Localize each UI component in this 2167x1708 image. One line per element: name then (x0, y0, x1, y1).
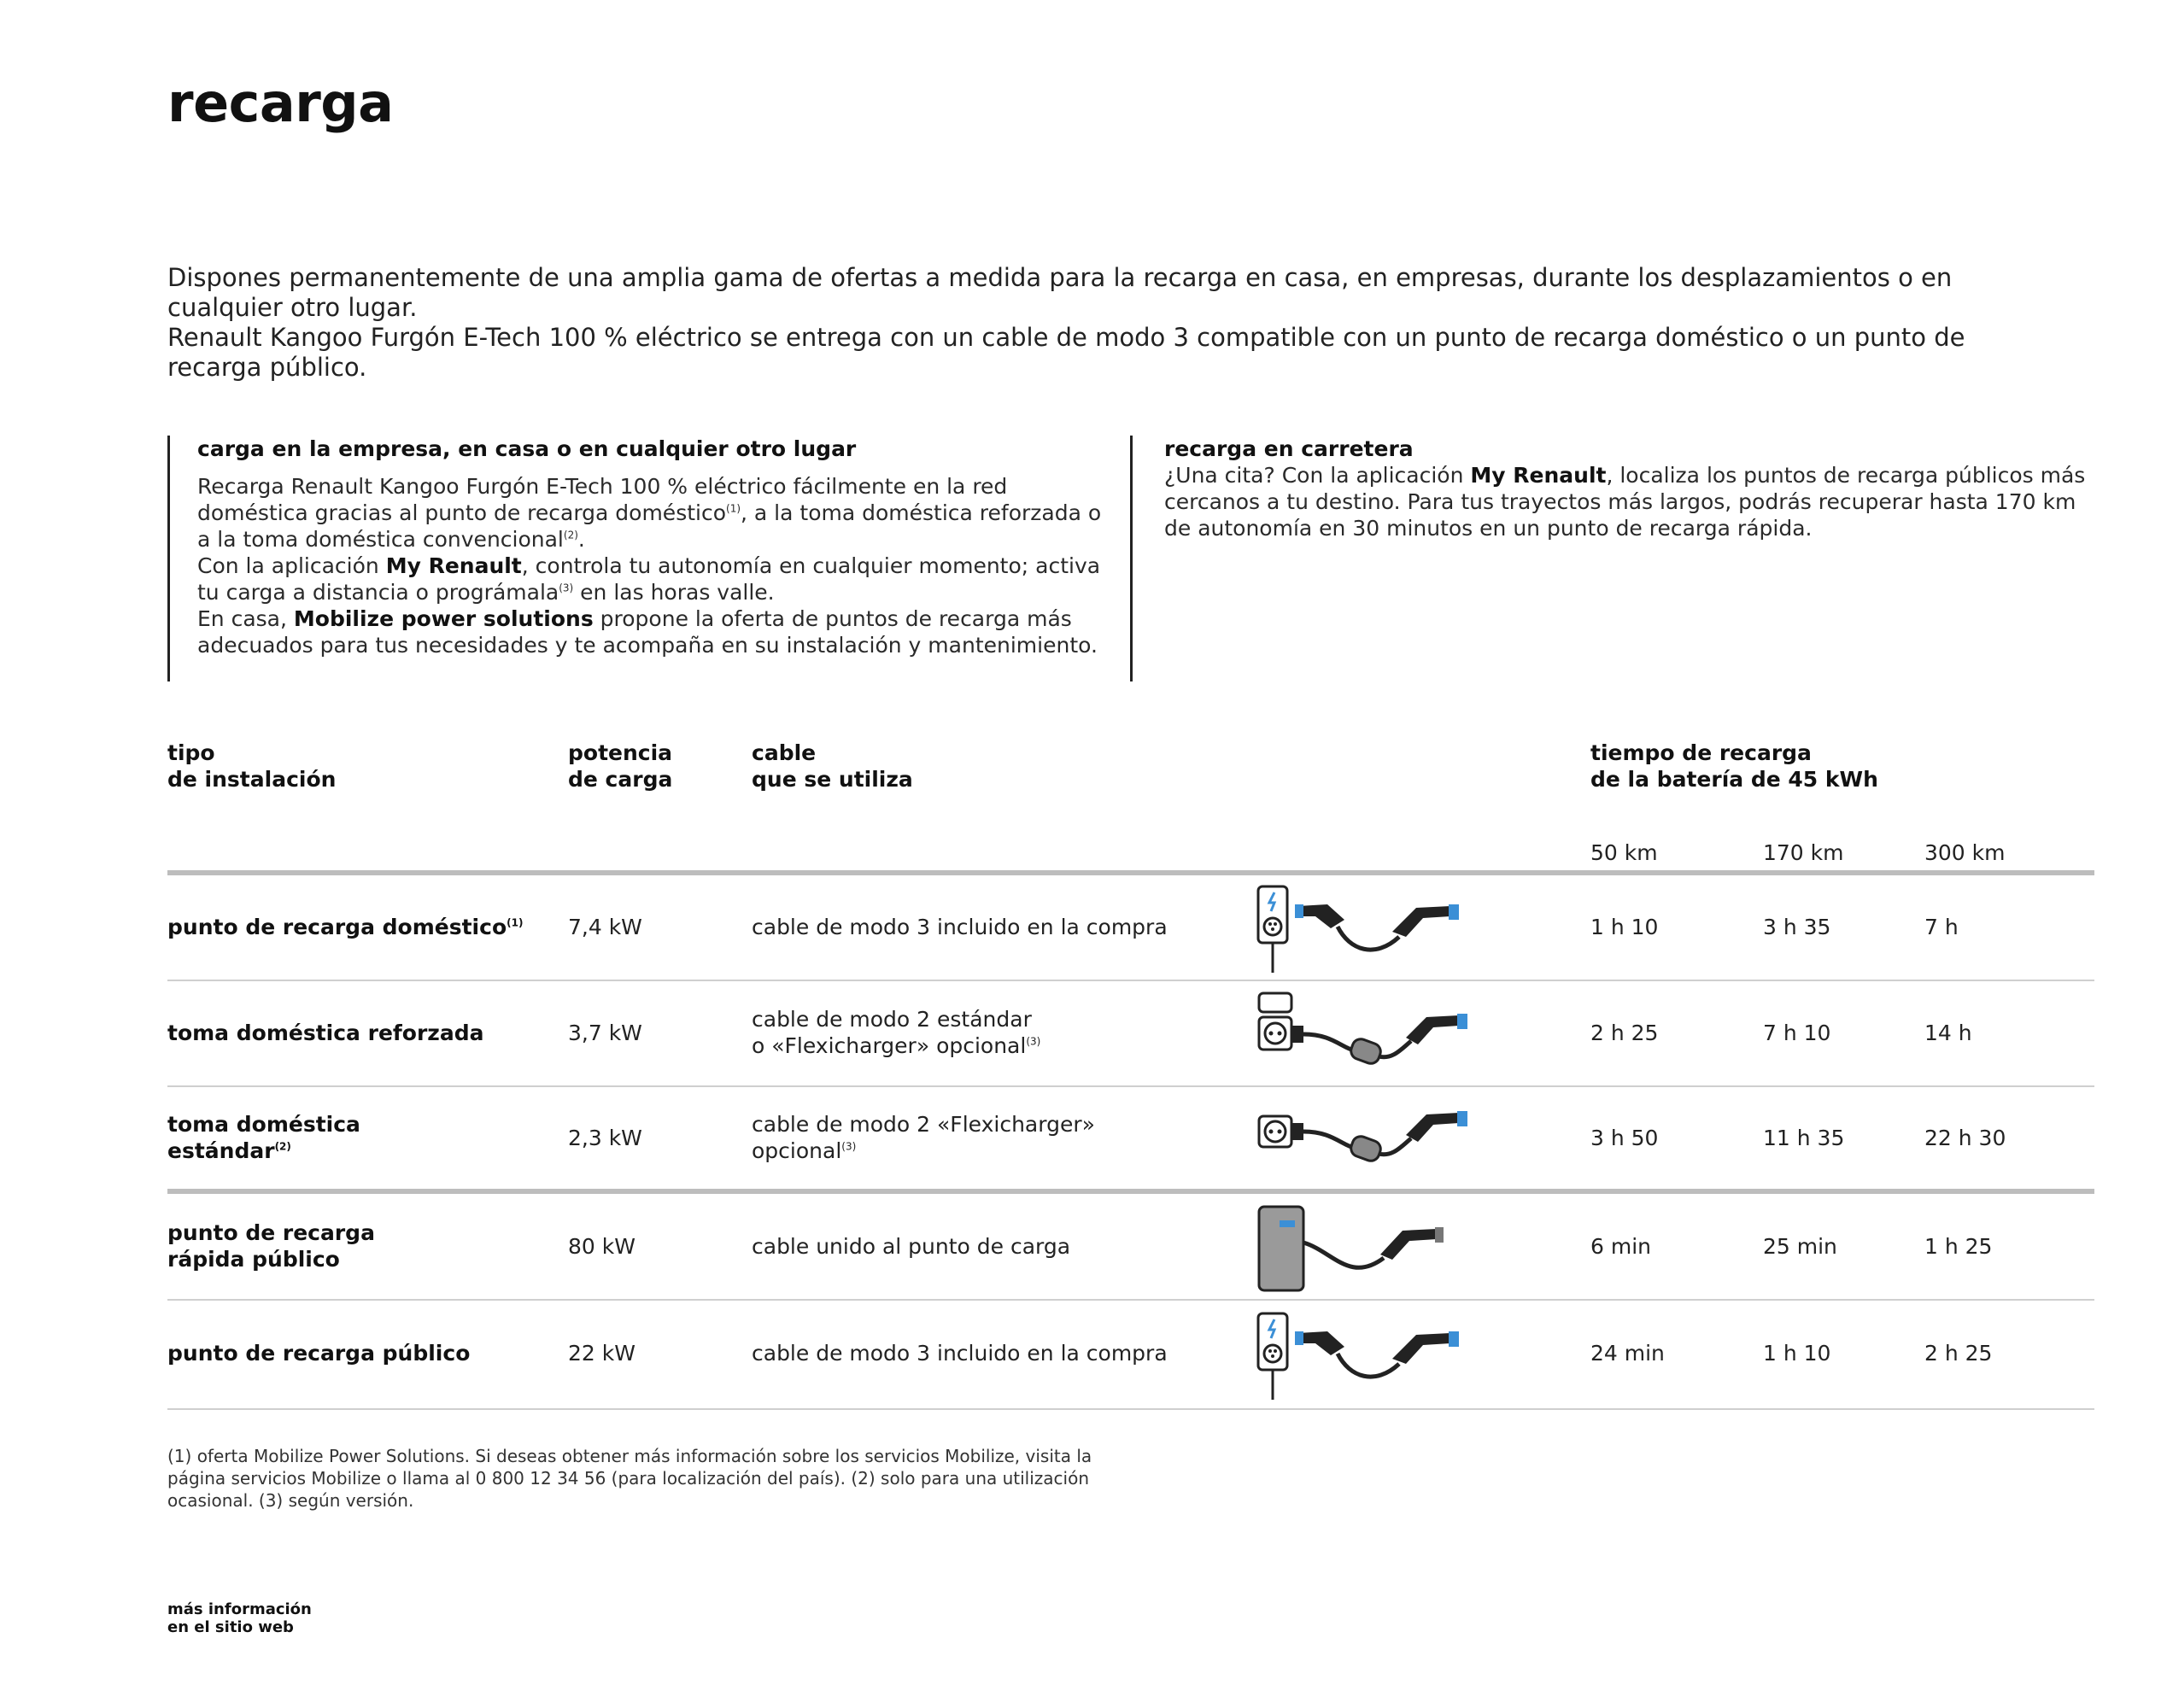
installation-type: punto de recarga público (167, 1341, 471, 1366)
header-line: de la batería de 45 kWh (1590, 767, 1878, 792)
text-span: o «Flexicharger» opcional (752, 1033, 1027, 1058)
header-line: tiempo de recarga (1590, 740, 1812, 765)
installation-type: toma doméstica reforzada (167, 1021, 484, 1045)
installation-type (167, 914, 523, 940)
footnotes: (1) oferta Mobilize Power Solutions. Si deseas obtener más información sobre los servicios Mobilize, visita la página servicios Mobilize o llama al 0 800 12 34 56 (para localización del país). (2) solo para una utilización ocasional. (3) según versión. (167, 1446, 1092, 1511)
footnote-ref: (1) (726, 502, 741, 515)
time-50km: 1 h 10 (1590, 915, 1659, 939)
footnote-ref: (3) (559, 582, 574, 594)
table-row (0, 981, 2167, 1085)
installation-type (167, 1111, 360, 1164)
time-170km: 1 h 10 (1763, 1341, 1831, 1366)
time-300km: 1 h 25 (1924, 1234, 1993, 1259)
standard-socket-mode2-cable-icon (1256, 1099, 1495, 1184)
time-50km: 3 h 50 (1590, 1126, 1659, 1150)
text-span: En casa, (197, 606, 294, 631)
header-line: de carga (568, 767, 673, 792)
more-info-line: más información (167, 1600, 312, 1618)
text-span: Con la aplicación (197, 553, 386, 578)
home-charging-text (197, 473, 1103, 658)
header-line: potencia (568, 740, 673, 765)
public-charger-mode3-cable-icon (1256, 1309, 1495, 1401)
fast-charger-tethered-cable-icon (1256, 1205, 1495, 1294)
type-line: toma doméstica (167, 1112, 360, 1137)
header-installation-type (167, 740, 336, 793)
app-name: My Renault (385, 553, 522, 578)
charging-power: 3,7 kW (568, 1021, 642, 1045)
home-charging-title: carga en la empresa, en casa o en cualquier otro lugar (197, 436, 857, 461)
text-span: opcional (752, 1138, 842, 1163)
km-column-50: 50 km (1590, 840, 1658, 865)
text-span: estándar (167, 1138, 275, 1163)
text-span: , localiza los puntos de recarga públicos más cercanos a tu destino. Para tus trayectos más largos, podrás recuperar hasta 170 km de autonomía en 30 minutos en un punto de recarga rápida. (1164, 463, 2086, 541)
cable-description: cable unido al punto de carga (752, 1234, 1071, 1259)
time-300km: 2 h 25 (1924, 1341, 1993, 1366)
more-info-link[interactable] (167, 1600, 312, 1636)
footnote-ref: (2) (274, 1140, 291, 1153)
text-span: , a la toma doméstica reforzada o a la toma doméstica convencional (197, 500, 1102, 552)
time-50km: 24 min (1590, 1341, 1665, 1366)
type-line: punto de recarga (167, 1220, 375, 1245)
charging-power: 80 kW (568, 1234, 635, 1259)
reinforced-socket-mode2-cable-icon (1256, 988, 1495, 1080)
road-charging-section (1130, 436, 2086, 681)
time-50km: 2 h 25 (1590, 1021, 1659, 1045)
text-span: , controla tu autonomía en cualquier momento; activa tu carga a distancia o prográmala (197, 553, 1101, 605)
home-charging-section (167, 436, 1101, 681)
wallbox-mode3-cable-icon (1256, 882, 1495, 974)
cable-description: cable de modo 3 incluido en la compra (752, 915, 1168, 939)
cable-line: cable de modo 2 «Flexicharger» (752, 1112, 1095, 1137)
intro-paragraph-2: Renault Kangoo Furgón E-Tech 100 % eléctrico se entrega con un cable de modo 3 compatible con un punto de recarga doméstico o un punto de recarga público. (167, 323, 1965, 382)
text-span: punto de recarga doméstico (167, 915, 507, 939)
brand-name: Mobilize power solutions (293, 606, 594, 631)
km-column-300: 300 km (1924, 840, 2006, 865)
text-span: ¿Una cita? Con la aplicación (1164, 463, 1471, 488)
footnote-ref: (3) (1026, 1035, 1041, 1048)
intro-paragraph-1: Dispones permanentemente de una amplia gama de ofertas a medida para la recarga en casa, en empresas, durante los desplazamientos o en cualquier otro lugar. (167, 263, 1953, 322)
header-line: que se utiliza (752, 767, 913, 792)
table-bottom-rule (167, 1408, 2094, 1410)
time-170km: 11 h 35 (1763, 1126, 1845, 1150)
text-span: Recarga Renault Kangoo Furgón E-Tech 100 % eléctrico fácilmente en la red doméstica gracias al punto de recarga doméstico (197, 474, 1008, 525)
type-line (167, 1138, 360, 1164)
text-span: . (577, 527, 585, 552)
time-50km: 6 min (1590, 1234, 1651, 1259)
footnote-ref: (2) (563, 529, 578, 541)
time-170km: 7 h 10 (1763, 1021, 1831, 1045)
header-line: cable (752, 740, 817, 765)
header-charging-time (1590, 740, 1878, 793)
more-info-line: en el sitio web (167, 1618, 294, 1636)
cable-line (752, 1032, 1040, 1059)
time-170km: 3 h 35 (1763, 915, 1831, 939)
table-row (0, 1301, 2167, 1408)
header-line: de instalación (167, 767, 337, 792)
cable-description: cable de modo 3 incluido en la compra (752, 1341, 1168, 1366)
header-line: tipo (167, 740, 215, 765)
app-name: My Renault (1470, 463, 1607, 488)
cable-line (752, 1138, 1095, 1164)
type-line: rápida público (167, 1247, 340, 1272)
time-300km: 7 h (1924, 915, 1959, 939)
road-charging-title: recarga en carretera (1164, 436, 1414, 461)
header-charging-power (568, 740, 672, 793)
cable-description (752, 1111, 1095, 1164)
cable-line: cable de modo 2 estándar (752, 1007, 1032, 1032)
road-charging-text (1164, 462, 2087, 541)
table-row (0, 875, 2167, 980)
charging-power: 2,3 kW (568, 1126, 642, 1150)
footnote-ref: (3) (841, 1140, 857, 1153)
installation-type (167, 1220, 375, 1272)
time-300km: 22 h 30 (1924, 1126, 2006, 1150)
table-row (0, 1087, 2167, 1190)
text-span: en las horas valle. (573, 580, 775, 605)
km-column-170: 170 km (1763, 840, 1844, 865)
intro-text (167, 263, 2004, 383)
charging-power: 7,4 kW (568, 915, 642, 939)
page-title: recarga (167, 72, 394, 134)
cable-description (752, 1006, 1040, 1059)
footnote-ref: (1) (507, 916, 524, 929)
time-300km: 14 h (1924, 1021, 1972, 1045)
header-cable-used (752, 740, 913, 793)
table-row (0, 1194, 2167, 1299)
time-170km: 25 min (1763, 1234, 1837, 1259)
charging-power: 22 kW (568, 1341, 635, 1366)
text-span: propone la oferta de puntos de recarga más adecuados para tus necesidades y te acompaña en su instalación y mantenimiento. (197, 606, 1098, 658)
